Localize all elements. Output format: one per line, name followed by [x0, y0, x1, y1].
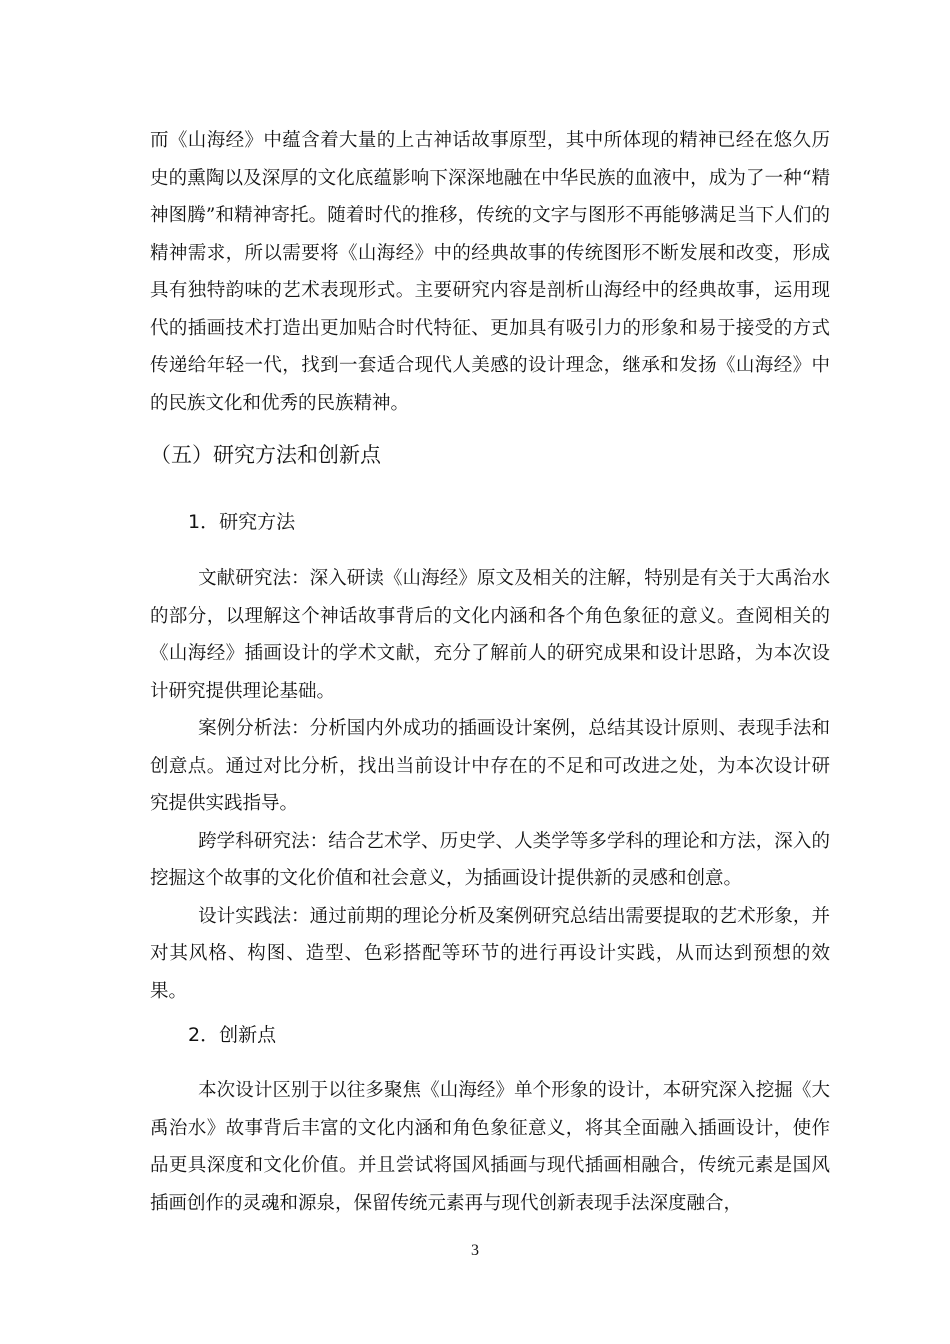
- method-paragraph-literature: 文献研究法：深入研读《山海经》原文及相关的注解，特别是有关于大禹治水的部分，以理解这个神话故事背后的文化内涵和各个角色象征的意义。查阅相关的《山海经》插画设计的学术文献，充分了解前人的研究成果和设计思路，为本次设计研究提供理论基础。: [150, 568, 830, 702]
- method-paragraph-design-practice: 设计实践法：通过前期的理论分析及案例研究总结出需要提取的艺术形象，并对其风格、构图、造型、色彩搭配等环节的进行再设计实践，从而达到预想的效果。: [150, 905, 830, 1002]
- method-paragraph-interdisciplinary: 跨学科研究法：结合艺术学、历史学、人类学等多学科的理论和方法，深入的挖掘这个故事的文化价值和社会意义，为插画设计提供新的灵感和创意。: [150, 830, 830, 889]
- methods-heading: 1．研究方法: [188, 511, 296, 533]
- method-paragraph-case-analysis: 案例分析法：分析国内外成功的插画设计案例，总结其设计原则、表现手法和创意点。通过对比分析，找出当前设计中存在的不足和可改进之处，为本次设计研究提供实践指导。: [150, 718, 830, 814]
- intro-paragraph: 而《山海经》中蕴含着大量的上古神话故事原型，其中所体现的精神已经在悠久历史的熏陶以及深厚的文化底蕴影响下深深地融在中华民族的血液中，成为了一种“精神图腾”和精神寄托。随着时代的推移，传统的文字与图形不再能够满足当下人们的精神需求，所以需要将《山海经》中的经典故事的传统图形不断发展和改变，形成具有独特韵味的艺术表现形式。主要研究内容是剖析山海经中的经典故事，运用现代的插画技术打造出更加贴合时代特征、更加具有吸引力的形象和易于接受的方式传递给年轻一代，找到一套适合现代人美感的设计理念，继承和发扬《山海经》中的民族文化和优秀的民族精神。: [150, 130, 830, 414]
- innovation-paragraph: 本次设计区别于以往多聚焦《山海经》单个形象的设计，本研究深入挖掘《大禹治水》故事背后丰富的文化内涵和角色象征意义，将其全面融入插画设计，使作品更具深度和文化价值。并且尝试将国风插画与现代插画相融合，传统元素是国风插画创作的灵魂和源泉，保留传统元素再与现代创新表现手法深度融合，: [150, 1080, 830, 1214]
- methods-body: [150, 560, 830, 1010]
- section-heading: （五）研究方法和创新点: [150, 443, 381, 467]
- innovation-heading: 2．创新点: [188, 1024, 277, 1046]
- page-number: 3: [471, 1242, 479, 1259]
